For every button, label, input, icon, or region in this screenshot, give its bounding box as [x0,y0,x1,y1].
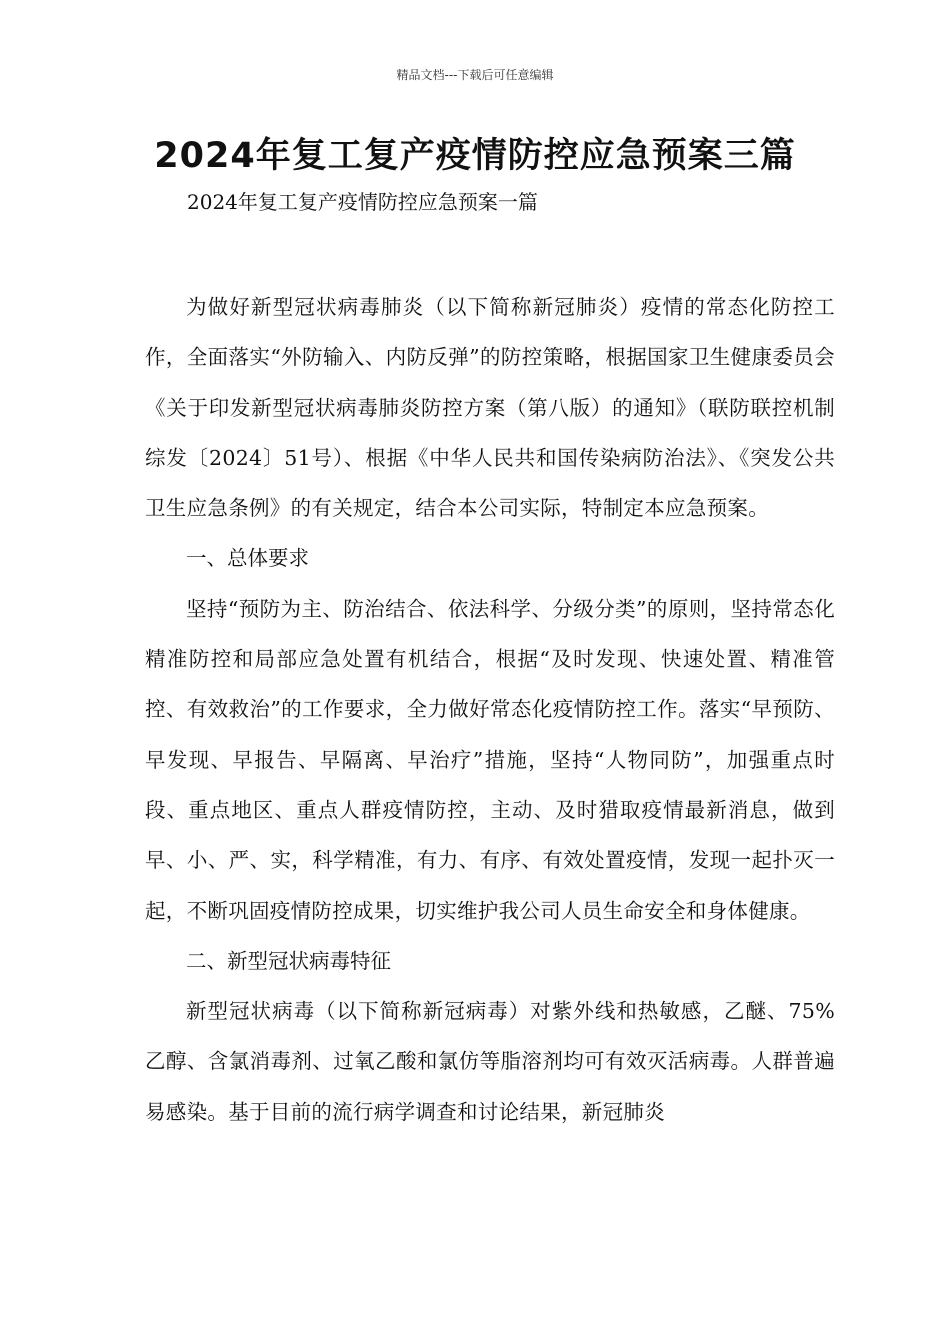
section-heading-general-requirements: 一、总体要求 [186,546,309,571]
intro-paragraph: 为做好新型冠状病毒肺炎（以下简称新冠肺炎）疫情的常态化防控工作，全面落实“外防输入、内防反弹”的防控策略，根据国家卫生健康委员会《关于印发新型冠状病毒肺炎防控方案（第八版）的通知》（联防联控机制综发〔2024〕51号）、根据《中华人民共和国传染病防治法》、《突发公共卫生应急条例》的有关规定，结合本公司实际，特制定本应急预案。 [145,295,835,521]
section-heading-virus-features: 二、新型冠状病毒特征 [186,948,391,973]
document-subtitle: 2024年复工复产疫情防控应急预案一篇 [187,190,538,214]
virus-features-paragraph: 新型冠状病毒（以下简称新冠病毒）对紫外线和热敏感，乙醚、75%乙醇、含氯消毒剂、过氧乙酸和氯仿等脂溶剂均可有效灭活病毒。人群普遍易感染。基于目前的流行病学调查和讨论结果，新冠肺炎 [145,999,835,1124]
document-body [145,282,835,1137]
header-note: 精品文档---下载后可任意编辑 [396,68,554,82]
document-title: 2024年复工复产疫情防控应急预案三篇 [154,136,796,176]
general-requirements-paragraph: 坚持“预防为主、防治结合、依法科学、分级分类”的原则，坚持常态化精准防控和局部应急处置有机结合，根据“及时发现、快速处置、精准管控、有效救治”的工作要求，全力做好常态化疫情防控工作。落实“早预防、早发现、早报告、早隔离、早治疗”措施，坚持“人物同防”，加强重点时段、重点地区、重点人群疫情防控，主动、及时猎取疫情最新消息，做到早、小、严、实，科学精准，有力、有序、有效处置疫情，发现一起扑灭一起，不断巩固疫情防控成果，切实维护我公司人员生命安全和身体健康。 [145,596,835,923]
